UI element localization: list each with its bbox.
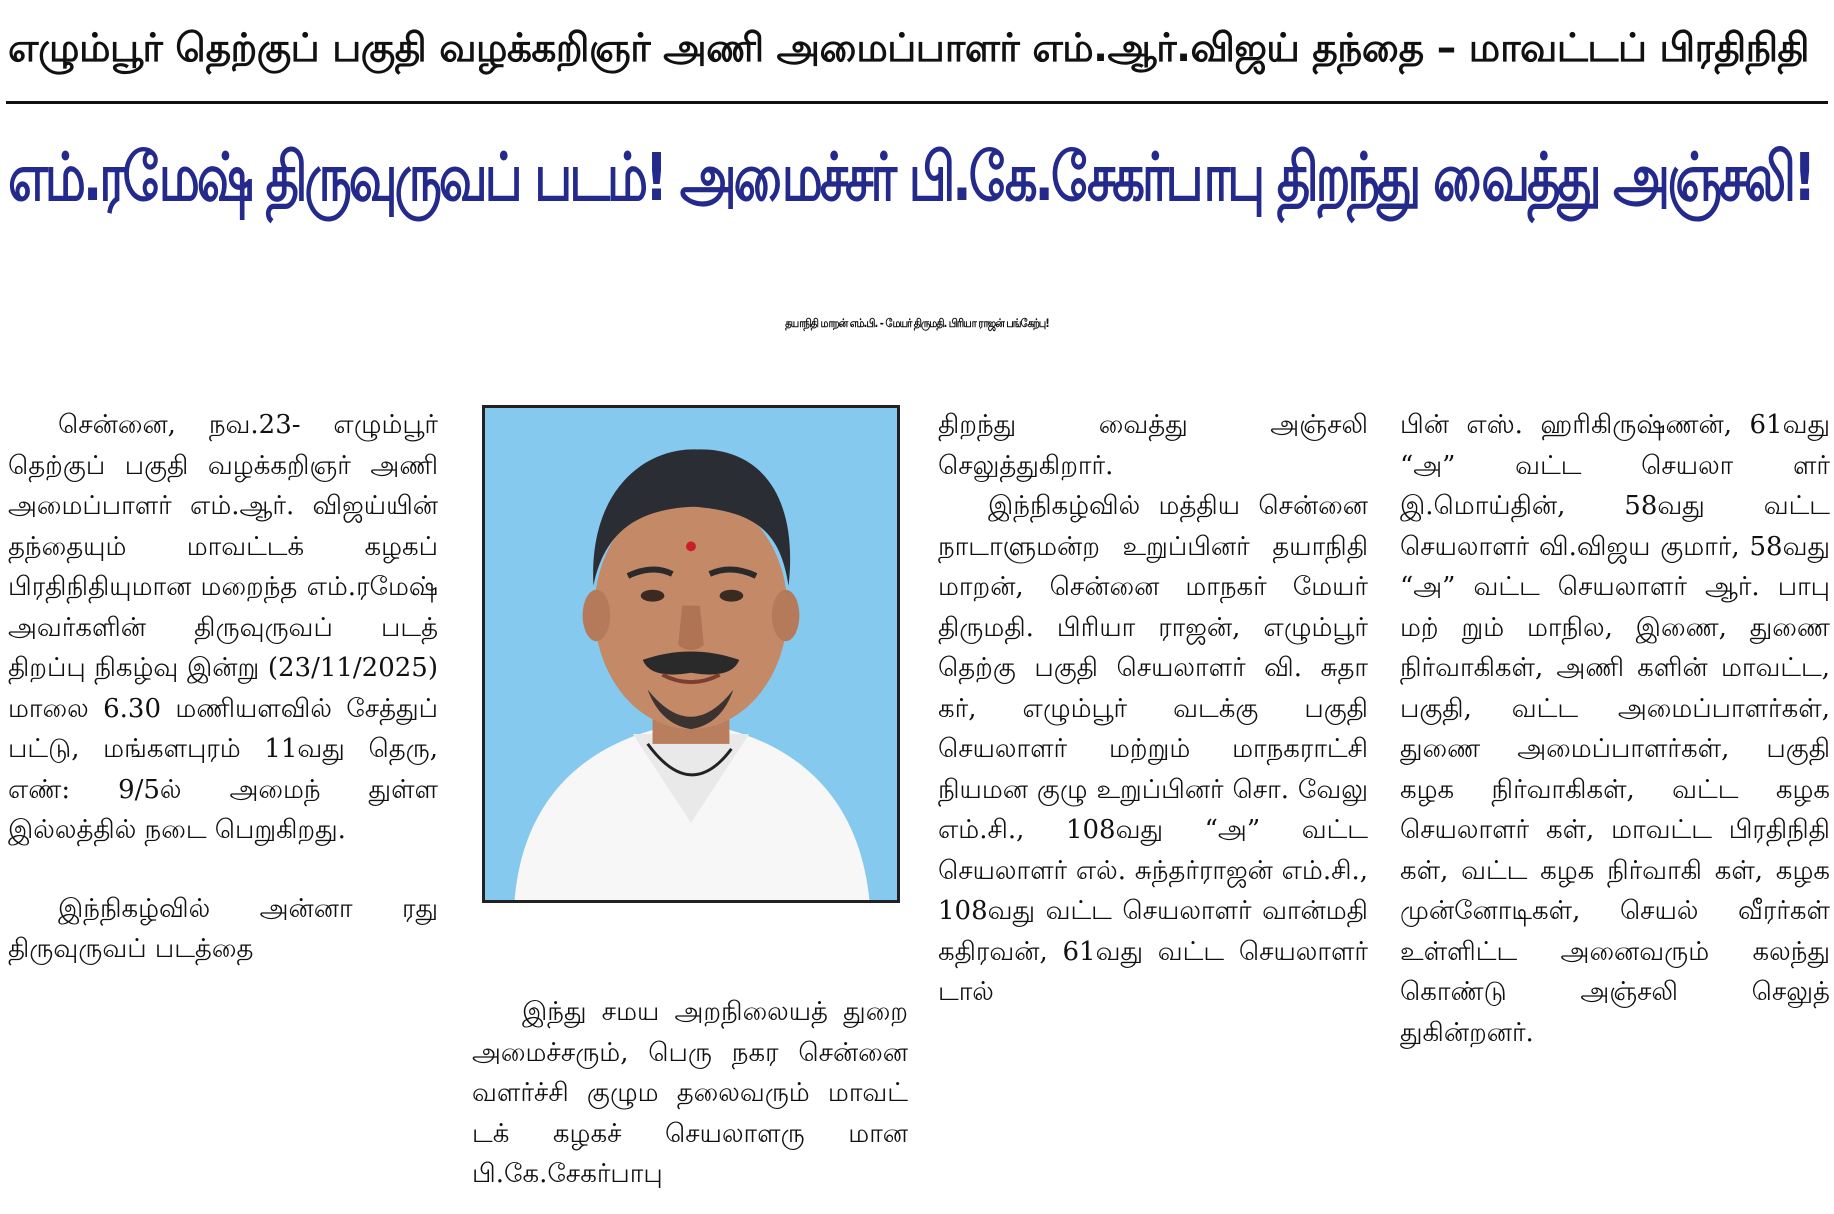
article-paragraph: திறந்து வைத்து அஞ்சலி செலுத்துகிறார். xyxy=(938,410,1368,481)
main-headline: எம்.ரமேஷ் திருவுருவப் படம்! அமைச்சர் பி.கே.சேகர்பாபு திறந்து வைத்து அஞ்சலி! xyxy=(8,140,1814,217)
article-paragraph: இந்து சமய அறநிலையத் துறை அமைச்சரும், பெரு நகர சென்னை வளர்ச்சி குழும தலைவரும் மாவட் டக் கழகச் செயலாளரு மான பி.கே.சேகர்பாபு xyxy=(472,997,908,1189)
article-column-2 xyxy=(472,992,908,1195)
article-column-4 xyxy=(1400,405,1830,1053)
article-paragraph: இந்நிகழ்வில் மத்திய சென்னை நாடாளுமன்ற உறுப்பினர் தயாநிதி மாறன், சென்னை மாநகர் மேயர் திருமதி. பிரியா ராஜன், எழும்பூர் தெற்கு பகுதி செயலாளர் வி. சுதா கர், எழும்பூர் வடக்கு பகுதி செயலாளர் மற்றும் மாநகராட்சி நியமன குழு உறுப்பினர் சொ. வேலு எம்.சி., 108வது “அ” வட்ட செயலாளர் எல். சுந்தர்ராஜன் எம்.சி., 108வது வட்ட செயலாளர் வான்மதி கதிரவன், 61வது வட்ட செயலாளர் டால் xyxy=(938,491,1368,1007)
kicker-rule xyxy=(6,101,1828,104)
article-paragraph: இந்நிகழ்வில் அன்னா ரது திருவுருவப் படத்தை xyxy=(8,893,438,964)
portrait-photo-illustration xyxy=(485,408,897,900)
article-column-1 xyxy=(8,405,438,970)
article-paragraph: பின் எஸ். ஹரிகிருஷ்ணன், 61வது “அ” வட்ட செயலா ளர் இ.மொய்தின், 58வது வட்ட செயலாளர் வி.விஜய குமார், 58வது “அ” வட்ட செயலாளர் ஆர். பாபு மற் றும் மாநில, இணை, துணை நிர்வாகிகள், அணி களின் மாவட்ட, பகுதி, வட்ட அமைப்பாளர்கள், துணை அமைப்பாளர்கள், பகுதி கழக நிர்வாகிகள், வட்ட கழக செயலாளர் கள், மாவட்ட பிரதிநிதி கள், வட்ட கழக நிர்வாகி கள், கழக முன்னோடிகள், செயல் வீரர்கள் உள்ளிட்ட அனைவரும் கலந்து கொண்டு அஞ்சலி செலுத் துகின்றனர். xyxy=(1400,410,1830,1048)
portrait-photo xyxy=(482,405,900,903)
sub-headline: தயாநிதி மாறன் எம்.பி. - மேயர் திருமதி. பிரியா ராஜன் பங்கேற்பு! xyxy=(785,318,1049,331)
article-column-3 xyxy=(938,405,1368,1013)
kicker-headline: எழும்பூர் தெற்குப் பகுதி வழக்கறிஞர் அணி அமைப்பாளர் எம்.ஆர்.விஜய் தந்தை – மாவட்டப் பிரதிநிதி xyxy=(8,26,1809,71)
article-paragraph: சென்னை, நவ.23- எழும்பூர் தெற்குப் பகுதி வழக்கறிஞர் அணி அமைப்பாளர் எம்.ஆர். விஜய்யின் தந்தையும் மாவட்டக் கழகப் பிரதிநிதியுமான மறைந்த எம்.ரமேஷ் அவர்களின் திருவுருவப் படத் திறப்பு நிகழ்வு இன்று (23/11/2025) மாலை 6.30 மணியளவில் சேத்துப் பட்டு, மங்களபுரம் 11வது தெரு, எண்: 9/5ல் அமைந் துள்ள இல்லத்தில் நடை பெறுகிறது. xyxy=(8,410,438,845)
